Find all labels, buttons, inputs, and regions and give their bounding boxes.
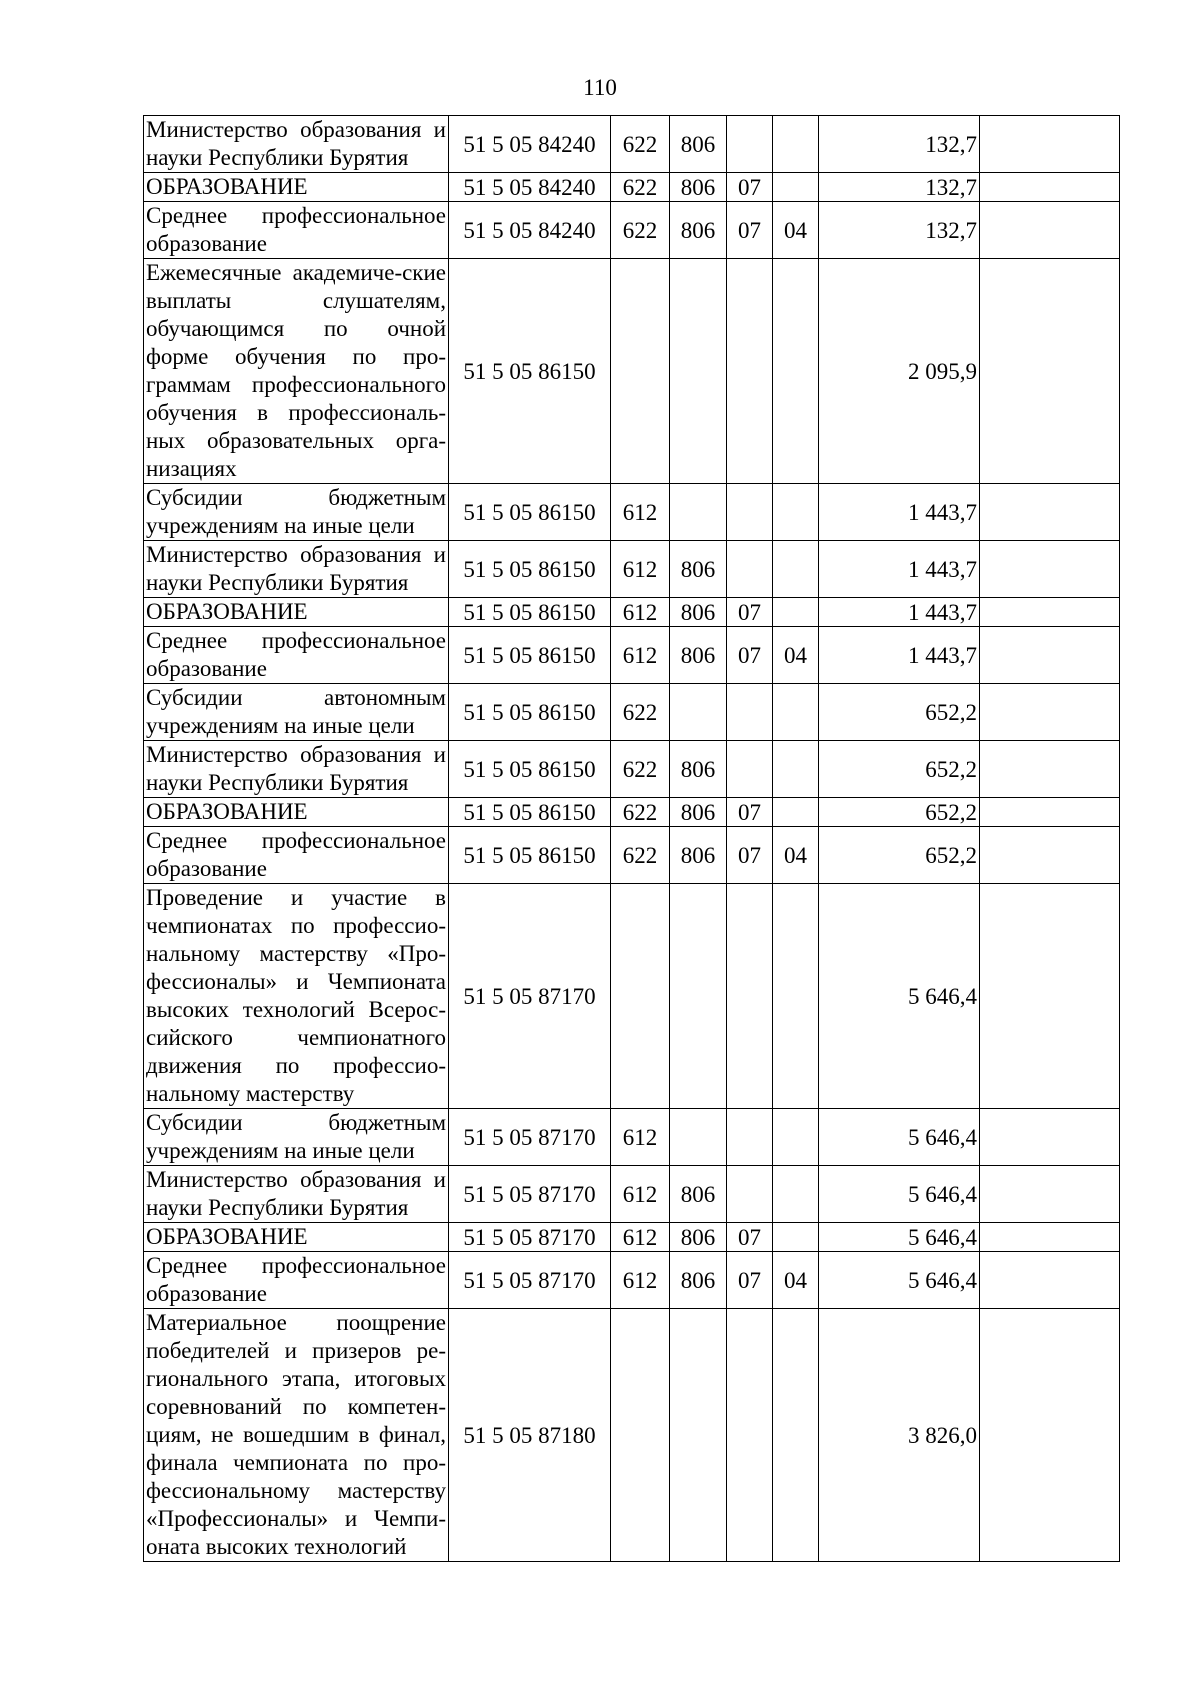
expense-type-code [611, 1309, 670, 1562]
empty-cell [980, 798, 1120, 827]
expense-type-code: 612 [611, 1166, 670, 1223]
department-code: 806 [670, 598, 727, 627]
amount: 652,2 [819, 684, 980, 741]
subsection-code: 04 [773, 202, 819, 259]
subsection-code [773, 684, 819, 741]
expense-type-code: 622 [611, 684, 670, 741]
department-code [670, 1109, 727, 1166]
amount: 652,2 [819, 798, 980, 827]
empty-cell [980, 259, 1120, 484]
target-article-code: 51 5 05 87170 [449, 1223, 611, 1252]
section-code: 07 [727, 173, 773, 202]
target-article-code: 51 5 05 86150 [449, 259, 611, 484]
amount: 2 095,9 [819, 259, 980, 484]
subsection-code [773, 541, 819, 598]
table-row [144, 173, 1120, 202]
target-article-code: 51 5 05 87180 [449, 1309, 611, 1562]
empty-cell [980, 202, 1120, 259]
expense-type-code: 612 [611, 1223, 670, 1252]
row-name: Среднее профессиональное образование [144, 202, 449, 259]
department-code: 806 [670, 741, 727, 798]
section-code [727, 884, 773, 1109]
amount: 652,2 [819, 827, 980, 884]
table-row [144, 827, 1120, 884]
section-code: 07 [727, 827, 773, 884]
target-article-code: 51 5 05 87170 [449, 1109, 611, 1166]
amount: 1 443,7 [819, 541, 980, 598]
row-name: ОБРАЗОВАНИЕ [144, 798, 449, 827]
department-code [670, 259, 727, 484]
amount: 5 646,4 [819, 1109, 980, 1166]
expense-type-code: 622 [611, 173, 670, 202]
department-code: 806 [670, 627, 727, 684]
expense-type-code: 612 [611, 541, 670, 598]
section-code [727, 741, 773, 798]
target-article-code: 51 5 05 86150 [449, 684, 611, 741]
department-code: 806 [670, 827, 727, 884]
empty-cell [980, 741, 1120, 798]
table-row [144, 116, 1120, 173]
target-article-code: 51 5 05 87170 [449, 884, 611, 1109]
expense-type-code: 612 [611, 1109, 670, 1166]
table-row [144, 1309, 1120, 1562]
empty-cell [980, 827, 1120, 884]
section-code: 07 [727, 627, 773, 684]
empty-cell [980, 1309, 1120, 1562]
amount: 132,7 [819, 173, 980, 202]
subsection-code [773, 1223, 819, 1252]
department-code [670, 884, 727, 1109]
row-name: Материальное поощрение победителей и призеров ре-гионального этапа, итоговых соревнований по компетен-циям, не вошедшим в финал, финала чемпионата по про-фессиональному мастерству «Профессионалы» и Чемпи-оната высоких технологий [144, 1309, 449, 1562]
target-article-code: 51 5 05 86150 [449, 798, 611, 827]
department-code: 806 [670, 173, 727, 202]
section-code [727, 259, 773, 484]
empty-cell [980, 116, 1120, 173]
expense-type-code: 622 [611, 116, 670, 173]
target-article-code: 51 5 05 86150 [449, 484, 611, 541]
section-code: 07 [727, 1223, 773, 1252]
subsection-code [773, 116, 819, 173]
target-article-code: 51 5 05 86150 [449, 541, 611, 598]
table-row [144, 259, 1120, 484]
empty-cell [980, 1166, 1120, 1223]
row-name: Субсидии автономным учреждениям на иные цели [144, 684, 449, 741]
department-code: 806 [670, 202, 727, 259]
table-row [144, 1223, 1120, 1252]
subsection-code [773, 1109, 819, 1166]
target-article-code: 51 5 05 84240 [449, 173, 611, 202]
row-name: ОБРАЗОВАНИЕ [144, 173, 449, 202]
row-name: Субсидии бюджетным учреждениям на иные цели [144, 1109, 449, 1166]
subsection-code [773, 798, 819, 827]
target-article-code: 51 5 05 86150 [449, 827, 611, 884]
department-code [670, 484, 727, 541]
subsection-code: 04 [773, 1252, 819, 1309]
expense-type-code: 622 [611, 827, 670, 884]
department-code: 806 [670, 798, 727, 827]
subsection-code [773, 598, 819, 627]
expense-type-code: 612 [611, 627, 670, 684]
expense-type-code: 612 [611, 598, 670, 627]
subsection-code [773, 484, 819, 541]
empty-cell [980, 541, 1120, 598]
empty-cell [980, 484, 1120, 541]
budget-table [143, 115, 1120, 1562]
table-row [144, 598, 1120, 627]
department-code: 806 [670, 1252, 727, 1309]
expense-type-code: 622 [611, 202, 670, 259]
subsection-code: 04 [773, 827, 819, 884]
section-code [727, 116, 773, 173]
expense-type-code [611, 884, 670, 1109]
target-article-code: 51 5 05 86150 [449, 741, 611, 798]
section-code [727, 541, 773, 598]
row-name: Среднее профессиональное образование [144, 627, 449, 684]
department-code: 806 [670, 541, 727, 598]
amount: 5 646,4 [819, 884, 980, 1109]
department-code: 806 [670, 1166, 727, 1223]
row-name: Ежемесячные академиче-ские выплаты слушателям, обучающимся по очной форме обучения по про-граммам профессионального обучения в профессиональ-ных образовательных орга-низациях [144, 259, 449, 484]
table-row [144, 1166, 1120, 1223]
target-article-code: 51 5 05 86150 [449, 627, 611, 684]
target-article-code: 51 5 05 86150 [449, 598, 611, 627]
page-number: 110 [583, 75, 617, 100]
section-code [727, 1309, 773, 1562]
empty-cell [980, 884, 1120, 1109]
department-code: 806 [670, 116, 727, 173]
table-row [144, 484, 1120, 541]
amount: 132,7 [819, 116, 980, 173]
table-row [144, 627, 1120, 684]
section-code: 07 [727, 1252, 773, 1309]
row-name: Министерство образования и науки Республики Бурятия [144, 541, 449, 598]
table-row [144, 541, 1120, 598]
amount: 132,7 [819, 202, 980, 259]
section-code [727, 1166, 773, 1223]
section-code: 07 [727, 798, 773, 827]
subsection-code [773, 1166, 819, 1223]
section-code [727, 484, 773, 541]
subsection-code [773, 173, 819, 202]
row-name: Министерство образования и науки Республики Бурятия [144, 741, 449, 798]
expense-type-code [611, 259, 670, 484]
table-row [144, 684, 1120, 741]
target-article-code: 51 5 05 87170 [449, 1252, 611, 1309]
amount: 5 646,4 [819, 1223, 980, 1252]
row-name: Проведение и участие в чемпионатах по профессио-нальному мастерству «Про-фессионалы» и Чемпионата высоких технологий Всерос-сийского чемпионатного движения по профессио-нальному мастерству [144, 884, 449, 1109]
amount: 3 826,0 [819, 1309, 980, 1562]
row-name: ОБРАЗОВАНИЕ [144, 598, 449, 627]
empty-cell [980, 684, 1120, 741]
section-code: 07 [727, 202, 773, 259]
department-code [670, 1309, 727, 1562]
target-article-code: 51 5 05 84240 [449, 202, 611, 259]
empty-cell [980, 598, 1120, 627]
amount: 1 443,7 [819, 627, 980, 684]
empty-cell [980, 627, 1120, 684]
subsection-code: 04 [773, 627, 819, 684]
row-name: Среднее профессиональное образование [144, 1252, 449, 1309]
expense-type-code: 622 [611, 798, 670, 827]
table-row [144, 884, 1120, 1109]
empty-cell [980, 1223, 1120, 1252]
empty-cell [980, 173, 1120, 202]
expense-type-code: 612 [611, 1252, 670, 1309]
row-name: Субсидии бюджетным учреждениям на иные цели [144, 484, 449, 541]
row-name: ОБРАЗОВАНИЕ [144, 1223, 449, 1252]
row-name: Министерство образования и науки Республики Бурятия [144, 1166, 449, 1223]
amount: 1 443,7 [819, 484, 980, 541]
section-code [727, 684, 773, 741]
amount: 5 646,4 [819, 1166, 980, 1223]
amount: 1 443,7 [819, 598, 980, 627]
table-row [144, 1252, 1120, 1309]
subsection-code [773, 1309, 819, 1562]
amount: 5 646,4 [819, 1252, 980, 1309]
empty-cell [980, 1109, 1120, 1166]
expense-type-code: 612 [611, 484, 670, 541]
row-name: Среднее профессиональное образование [144, 827, 449, 884]
expense-type-code: 622 [611, 741, 670, 798]
subsection-code [773, 741, 819, 798]
empty-cell [980, 1252, 1120, 1309]
table-row [144, 1109, 1120, 1166]
row-name: Министерство образования и науки Республики Бурятия [144, 116, 449, 173]
target-article-code: 51 5 05 87170 [449, 1166, 611, 1223]
table-row [144, 741, 1120, 798]
subsection-code [773, 884, 819, 1109]
section-code: 07 [727, 598, 773, 627]
section-code [727, 1109, 773, 1166]
table-row [144, 202, 1120, 259]
amount: 652,2 [819, 741, 980, 798]
subsection-code [773, 259, 819, 484]
department-code [670, 684, 727, 741]
table-row [144, 798, 1120, 827]
department-code: 806 [670, 1223, 727, 1252]
target-article-code: 51 5 05 84240 [449, 116, 611, 173]
